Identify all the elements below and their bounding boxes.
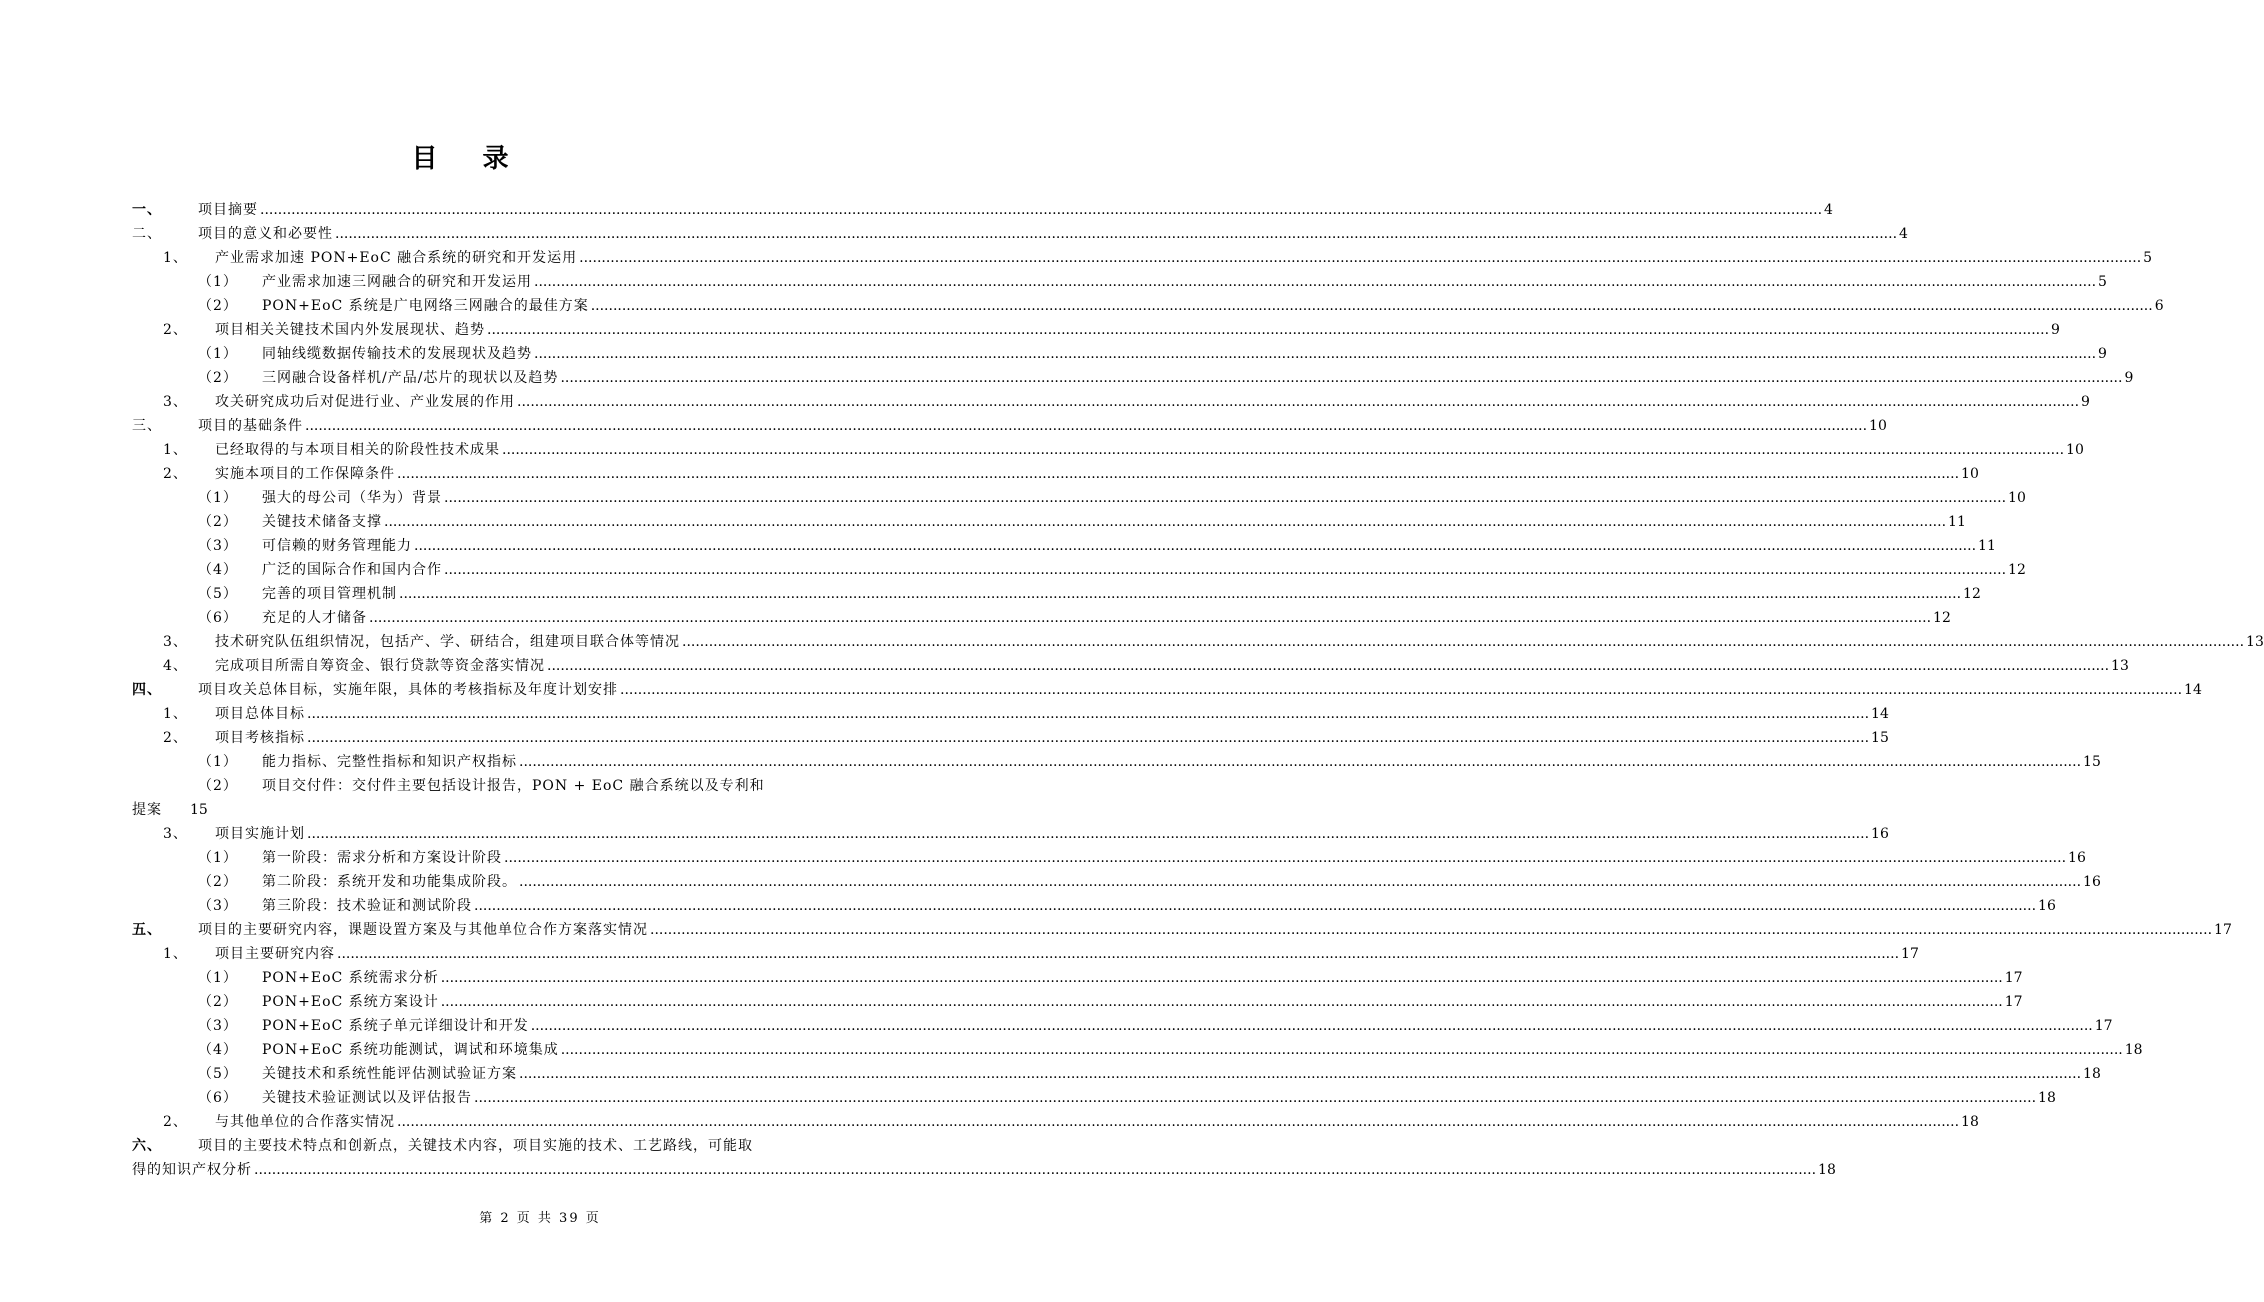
toc-entry-number: 四、 bbox=[132, 682, 162, 698]
toc-entry-page: 16 bbox=[2068, 850, 2086, 866]
toc-entry-page: 13 bbox=[2111, 658, 2129, 674]
toc-entry-number: （3） bbox=[198, 538, 238, 554]
toc-entry-number: 4、 bbox=[163, 658, 188, 674]
toc-entry[interactable] bbox=[132, 846, 2086, 870]
toc-entry[interactable] bbox=[132, 966, 2023, 990]
toc-leader-dots bbox=[399, 582, 1961, 606]
toc-entry[interactable] bbox=[132, 246, 2153, 270]
toc-entry-number: （4） bbox=[198, 562, 238, 578]
toc-leader-dots bbox=[397, 462, 1959, 486]
toc-entry-title: 产业需求加速三网融合的研究和开发运用 bbox=[262, 274, 532, 290]
toc-leader-dots bbox=[307, 726, 1869, 750]
toc-entry-page: 16 bbox=[2083, 874, 2101, 890]
toc-entry[interactable] bbox=[132, 318, 2060, 342]
toc-leader-dots bbox=[547, 654, 2109, 678]
toc-entry-page: 12 bbox=[1963, 586, 1981, 602]
toc-leader-dots bbox=[474, 1086, 2036, 1110]
toc-leader-dots bbox=[560, 366, 2122, 390]
toc-entry[interactable] bbox=[132, 486, 2026, 510]
toc-entry-title: PON+EoC 系统功能测试，调试和环境集成 bbox=[262, 1042, 559, 1058]
toc-entry-page: 13 bbox=[2246, 634, 2264, 650]
toc-entry-number: 2、 bbox=[163, 466, 188, 482]
toc-entry-number: 1、 bbox=[163, 706, 188, 722]
toc-entry-page: 17 bbox=[2004, 994, 2023, 1010]
toc-entry-page: 9 bbox=[2098, 346, 2107, 362]
toc-entry-number: 2、 bbox=[163, 1114, 188, 1130]
toc-leader-dots bbox=[337, 942, 1899, 966]
toc-entry[interactable] bbox=[132, 606, 1951, 630]
toc-entry-page: 15 bbox=[1871, 730, 1889, 746]
toc-entry-number: 2、 bbox=[163, 322, 188, 338]
toc-entry-page: 17 bbox=[1901, 946, 1919, 962]
toc-entry-number: （1） bbox=[198, 346, 238, 362]
toc-entry-title: 同轴线缆数据传输技术的发展现状及趋势 bbox=[262, 346, 532, 362]
toc-entry[interactable] bbox=[132, 582, 1981, 606]
toc-entry[interactable] bbox=[132, 462, 1979, 486]
toc-entry-number: （1） bbox=[198, 754, 238, 770]
toc-entry-title: 项目攻关总体目标，实施年限，具体的考核指标及年度计划安排 bbox=[198, 682, 618, 698]
toc-leader-dots bbox=[444, 486, 2006, 510]
toc-entry-page: 11 bbox=[1978, 538, 1996, 554]
toc-entry-page: 10 bbox=[2066, 442, 2084, 458]
toc-entry[interactable] bbox=[132, 1038, 2143, 1062]
toc-entry-title: 项目摘要 bbox=[198, 202, 258, 218]
toc-entry-title: 项目考核指标 bbox=[215, 730, 305, 746]
toc-entry[interactable] bbox=[132, 990, 2023, 1014]
toc-entry-number: （2） bbox=[198, 994, 238, 1010]
page-footer: 第 2 页 共 39 页 bbox=[479, 1211, 601, 1226]
toc-entry-title: 项目的主要研究内容，课题设置方案及与其他单位合作方案落实情况 bbox=[198, 922, 648, 938]
toc-leader-dots bbox=[254, 1158, 1816, 1182]
toc-entry-title: 可信赖的财务管理能力 bbox=[262, 538, 412, 554]
toc-entry-page: 9 bbox=[2051, 322, 2060, 338]
toc-leader-dots bbox=[650, 918, 2212, 942]
toc-entry-page: 9 bbox=[2081, 394, 2090, 410]
toc-entry-page: 10 bbox=[2008, 490, 2026, 506]
toc-entry-page: 6 bbox=[2154, 298, 2164, 314]
toc-leader-dots bbox=[534, 270, 2096, 294]
toc-entry-title: 能力指标、完整性指标和知识产权指标 bbox=[262, 754, 517, 770]
toc-entry-number: 二、 bbox=[132, 226, 162, 242]
toc-entry-number: 六、 bbox=[132, 1138, 162, 1154]
toc-entry-title: 广泛的国际合作和国内合作 bbox=[262, 562, 442, 578]
toc-entry-title: 第二阶段：系统开发和功能集成阶段。 bbox=[262, 874, 517, 890]
toc-entry-page: 18 bbox=[1818, 1162, 1836, 1178]
toc-entry-page: 15 bbox=[2083, 754, 2101, 770]
toc-entry-title: 项目的意义和必要性 bbox=[198, 226, 333, 242]
toc-entry-title: 三网融合设备样机/产品/芯片的现状以及趋势 bbox=[262, 370, 559, 386]
toc-entry-title-continued: 得的知识产权分析 bbox=[132, 1162, 252, 1178]
toc-entry-number: 一、 bbox=[132, 202, 162, 218]
toc-entry[interactable] bbox=[132, 198, 1833, 222]
toc-entry-page: 16 bbox=[2038, 898, 2056, 914]
toc-entry-number: 三、 bbox=[132, 418, 162, 434]
toc-entry-title: 充足的人才储备 bbox=[262, 610, 367, 626]
toc-entry-number: （2） bbox=[198, 778, 238, 794]
toc-entry[interactable] bbox=[132, 654, 2129, 678]
toc-entry-number: （1） bbox=[198, 850, 238, 866]
toc-leader-dots bbox=[307, 822, 1869, 846]
toc-entry[interactable] bbox=[132, 870, 2101, 894]
toc-entry[interactable] bbox=[132, 558, 2026, 582]
toc-entry-title: 攻关研究成功后对促进行业、产业发展的作用 bbox=[215, 394, 515, 410]
toc-entry-page: 17 bbox=[2214, 922, 2232, 938]
toc-entry-title: 完成项目所需自筹资金、银行贷款等资金落实情况 bbox=[215, 658, 545, 674]
toc-leader-dots bbox=[504, 846, 2066, 870]
toc-entry-page: 16 bbox=[1871, 826, 1889, 842]
toc-entry-number: （2） bbox=[198, 298, 238, 314]
toc-entry[interactable] bbox=[132, 750, 2101, 774]
toc-entry-page: 12 bbox=[1933, 610, 1951, 626]
toc-entry-title: 项目的基础条件 bbox=[198, 418, 303, 434]
toc-entry-number: （6） bbox=[198, 610, 238, 626]
toc-entry-page: 4 bbox=[1899, 226, 1908, 242]
toc-entry-number: （1） bbox=[198, 970, 238, 986]
toc-entry-number: 1、 bbox=[163, 442, 188, 458]
toc-entry-title: 强大的母公司（华为）背景 bbox=[262, 490, 442, 506]
toc-leader-dots bbox=[444, 558, 2006, 582]
toc-entry-number: （5） bbox=[198, 1066, 238, 1082]
toc-entry-page: 12 bbox=[2008, 562, 2026, 578]
toc-entry[interactable] bbox=[132, 438, 2084, 462]
toc-entry-number: （4） bbox=[198, 1042, 238, 1058]
toc-entry-number: 3、 bbox=[163, 826, 188, 842]
toc-entry-title: 第一阶段：需求分析和方案设计阶段 bbox=[262, 850, 502, 866]
toc-leader-dots bbox=[384, 510, 1946, 534]
toc-leader-dots bbox=[474, 894, 2036, 918]
toc-entry[interactable] bbox=[132, 1062, 2101, 1086]
toc-entry-page: 17 bbox=[2094, 1018, 2113, 1034]
toc-entry-number: 1、 bbox=[163, 946, 188, 962]
toc-entry-title: 项目的主要技术特点和创新点，关键技术内容，项目实施的技术、工艺路线，可能取 bbox=[198, 1138, 753, 1154]
toc-entry[interactable] bbox=[132, 1110, 1979, 1134]
toc-leader-dots bbox=[369, 606, 1931, 630]
toc-entry-title: 完善的项目管理机制 bbox=[262, 586, 397, 602]
toc-entry-title: 实施本项目的工作保障条件 bbox=[215, 466, 395, 482]
toc-leader-dots bbox=[487, 318, 2049, 342]
toc-entry[interactable] bbox=[132, 1134, 1836, 1182]
toc-entry[interactable] bbox=[132, 294, 2164, 318]
toc-entry-title: 与其他单位的合作落实情况 bbox=[215, 1114, 395, 1130]
toc-leader-dots bbox=[260, 198, 1822, 222]
toc-entry-title: 关键技术储备支撑 bbox=[262, 514, 382, 530]
toc-entry[interactable] bbox=[132, 222, 1908, 246]
toc-entry-title: 已经取得的与本项目相关的阶段性技术成果 bbox=[215, 442, 500, 458]
toc-entry[interactable] bbox=[132, 366, 2134, 390]
toc-entry-page: 17 bbox=[2004, 970, 2023, 986]
toc-entry-number: 3、 bbox=[163, 394, 188, 410]
toc-entry-title: PON+EoC 系统方案设计 bbox=[262, 994, 439, 1010]
toc-entry-title: 关键技术和系统性能评估测试验证方案 bbox=[262, 1066, 517, 1082]
toc-entry[interactable] bbox=[132, 390, 2090, 414]
toc-entry-page: 10 bbox=[1869, 418, 1887, 434]
toc-entry-page: 14 bbox=[2184, 682, 2202, 698]
toc-leader-dots bbox=[534, 342, 2096, 366]
toc-entry[interactable] bbox=[132, 534, 1996, 558]
toc-entry[interactable] bbox=[132, 726, 1889, 750]
toc-entry-title: 技术研究队伍组织情况，包括产、学、研结合，组建项目联合体等情况 bbox=[215, 634, 680, 650]
toc-entry-number: （2） bbox=[198, 874, 238, 890]
toc-entry-number: （2） bbox=[198, 370, 238, 386]
toc-leader-dots bbox=[335, 222, 1897, 246]
toc-entry[interactable] bbox=[132, 630, 2264, 654]
toc-entry-number: （1） bbox=[198, 274, 238, 290]
toc-entry-number: （3） bbox=[198, 1018, 238, 1034]
toc-entry-title: 关键技术验证测试以及评估报告 bbox=[262, 1090, 472, 1106]
toc-entry-number: （6） bbox=[198, 1090, 238, 1106]
toc-entry-page: 10 bbox=[1961, 466, 1979, 482]
toc-leader-dots bbox=[502, 438, 2064, 462]
toc-leader-dots bbox=[531, 1014, 2093, 1038]
toc-entry-number: 3、 bbox=[163, 634, 188, 650]
toc-entry[interactable] bbox=[132, 774, 790, 822]
toc-leader-dots bbox=[579, 246, 2141, 270]
toc-entry-title: 项目总体目标 bbox=[215, 706, 305, 722]
toc-entry-page: 18 bbox=[2083, 1066, 2101, 1082]
toc-entry[interactable] bbox=[132, 1086, 2056, 1110]
toc-entry-number: （1） bbox=[198, 490, 238, 506]
toc-leader-dots bbox=[591, 294, 2153, 318]
page-title: 目 录 bbox=[411, 144, 527, 174]
toc-entry[interactable] bbox=[132, 1014, 2113, 1038]
table-of-contents bbox=[132, 198, 2264, 1182]
toc-entry-page: 18 bbox=[2124, 1042, 2143, 1058]
toc-entry-page: 4 bbox=[1824, 202, 1833, 218]
toc-entry-number: （3） bbox=[198, 898, 238, 914]
toc-entry-title: 项目主要研究内容 bbox=[215, 946, 335, 962]
toc-entry-title: 产业需求加速 PON+EoC 融合系统的研究和开发运用 bbox=[215, 250, 578, 266]
toc-leader-dots bbox=[519, 750, 2081, 774]
toc-entry-page: 15 bbox=[190, 802, 208, 818]
toc-leader-dots bbox=[519, 1062, 2081, 1086]
toc-leader-dots bbox=[517, 390, 2079, 414]
toc-entry-number: 2、 bbox=[163, 730, 188, 746]
toc-entry[interactable] bbox=[132, 918, 2232, 942]
toc-entry-number: 1、 bbox=[163, 250, 188, 266]
toc-entry-page: 18 bbox=[1961, 1114, 1979, 1130]
toc-entry-title: 项目实施计划 bbox=[215, 826, 305, 842]
toc-entry[interactable] bbox=[132, 270, 2107, 294]
toc-entry[interactable] bbox=[132, 414, 1887, 438]
toc-leader-dots bbox=[441, 990, 2003, 1014]
toc-entry[interactable] bbox=[132, 942, 1919, 966]
toc-entry-title: 项目交付件：交付件主要包括设计报告，PON + EoC 融合系统以及专利和 bbox=[262, 778, 765, 794]
toc-entry-title: 项目相关关键技术国内外发展现状、趋势 bbox=[215, 322, 485, 338]
toc-entry-page: 5 bbox=[2143, 250, 2153, 266]
toc-entry-page: 5 bbox=[2098, 274, 2107, 290]
toc-leader-dots bbox=[414, 534, 1976, 558]
toc-leader-dots bbox=[305, 414, 1867, 438]
toc-entry[interactable] bbox=[132, 342, 2107, 366]
toc-leader-dots bbox=[620, 678, 2182, 702]
toc-entry[interactable] bbox=[132, 702, 1889, 726]
toc-entry-title: PON+EoC 系统是广电网络三网融合的最佳方案 bbox=[262, 298, 589, 314]
toc-entry[interactable] bbox=[132, 678, 2202, 702]
toc-entry-title: 第三阶段：技术验证和测试阶段 bbox=[262, 898, 472, 914]
toc-entry-title: PON+EoC 系统子单元详细设计和开发 bbox=[262, 1018, 529, 1034]
toc-entry-page: 14 bbox=[1871, 706, 1889, 722]
toc-entry-page: 18 bbox=[2038, 1090, 2056, 1106]
toc-leader-dots bbox=[307, 702, 1869, 726]
toc-leader-dots bbox=[397, 1110, 1959, 1134]
toc-entry-title: PON+EoC 系统需求分析 bbox=[262, 970, 439, 986]
toc-entry-number: （5） bbox=[198, 586, 238, 602]
toc-leader-dots bbox=[561, 1038, 2123, 1062]
toc-entry[interactable] bbox=[132, 510, 1966, 534]
toc-entry-page: 11 bbox=[1948, 514, 1966, 530]
toc-entry-number: （2） bbox=[198, 514, 238, 530]
toc-leader-dots bbox=[682, 630, 2244, 654]
toc-leader-dots bbox=[441, 966, 2003, 990]
toc-entry[interactable] bbox=[132, 894, 2056, 918]
toc-entry-number: 五、 bbox=[132, 922, 162, 938]
toc-entry-title-continued: 提案 bbox=[132, 802, 162, 818]
toc-entry[interactable] bbox=[132, 822, 1889, 846]
toc-entry-page: 9 bbox=[2124, 370, 2134, 386]
toc-leader-dots bbox=[519, 870, 2081, 894]
